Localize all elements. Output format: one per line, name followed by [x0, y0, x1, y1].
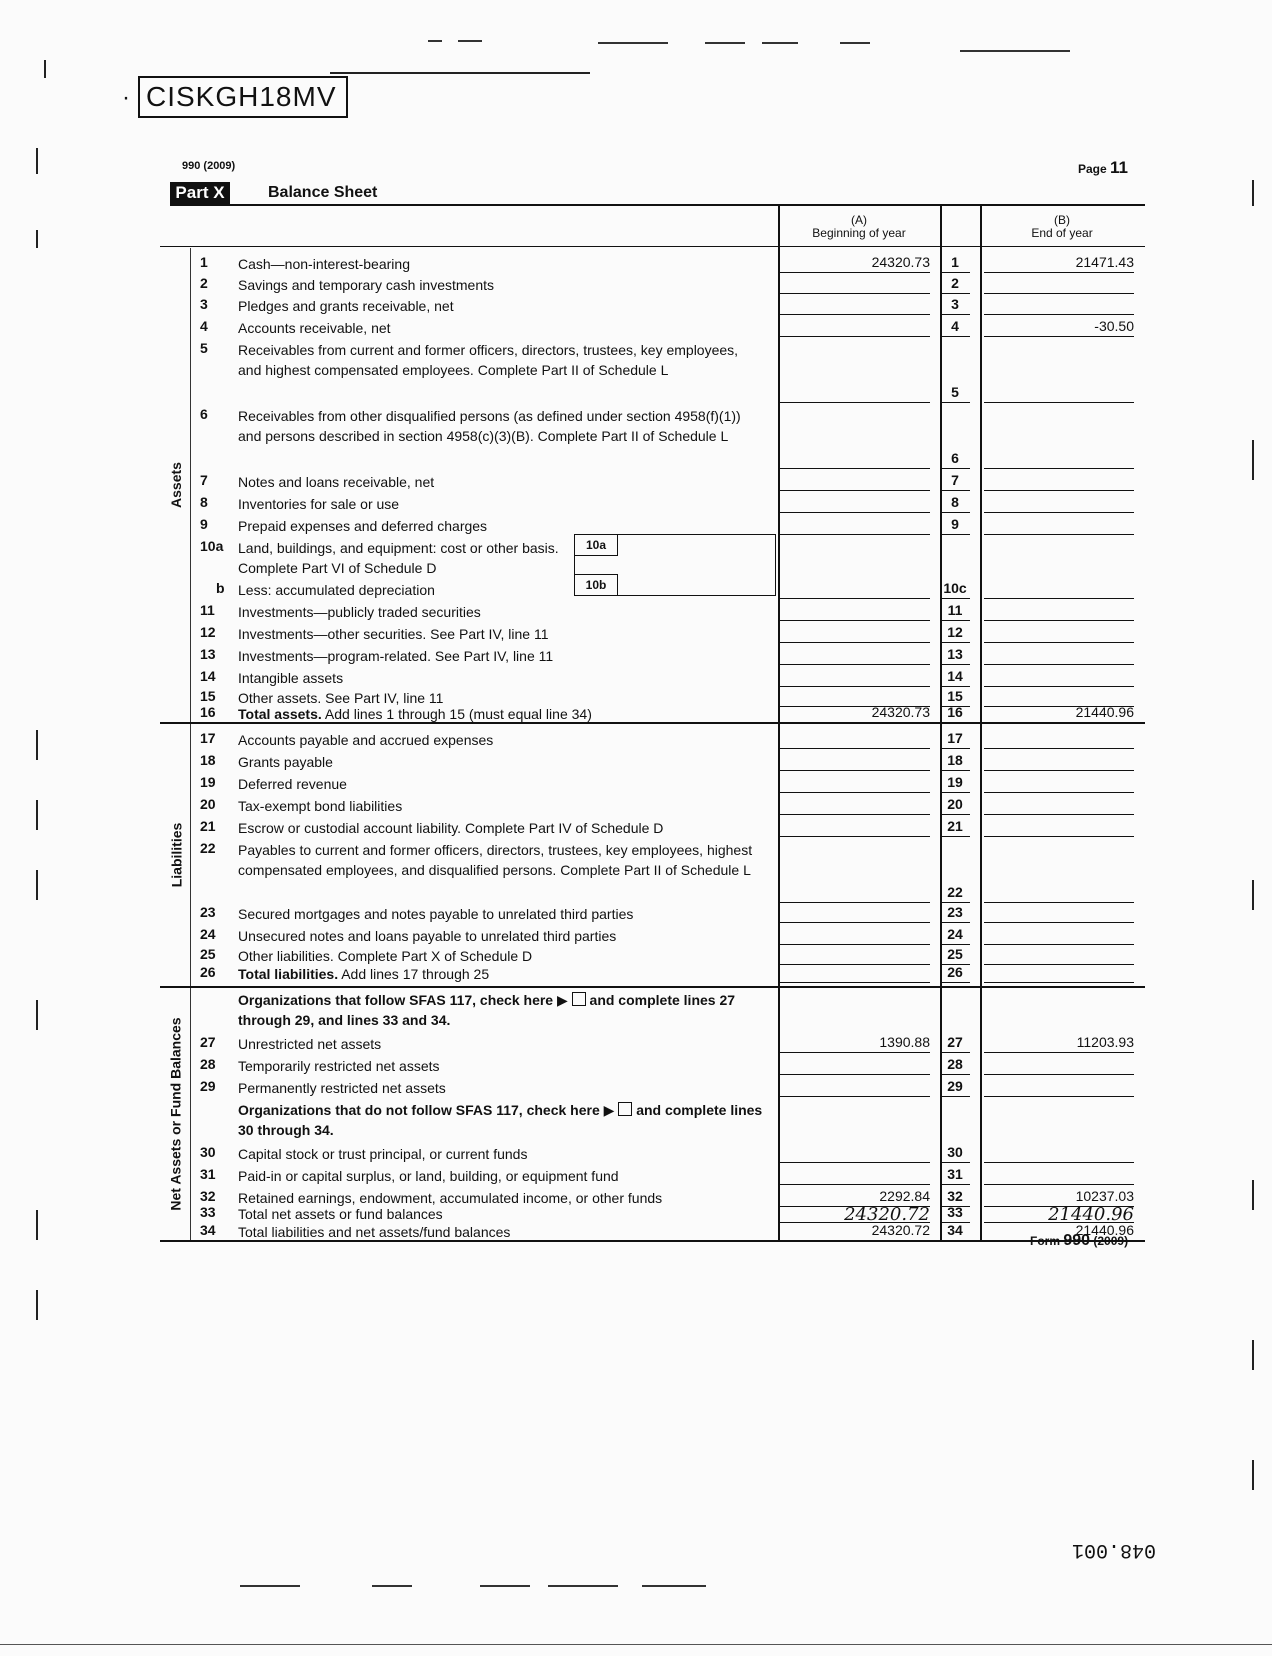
line-number: 16 [200, 704, 216, 720]
section-net-assets [164, 988, 188, 1240]
line-number: 9 [200, 516, 208, 532]
value-end: 21471.43 [984, 254, 1134, 273]
table-row [200, 406, 1140, 468]
table-row [200, 1144, 1140, 1164]
page-prefix: Page [1078, 162, 1107, 176]
value-beginning [780, 964, 930, 983]
table-row [200, 254, 1140, 274]
value-end [984, 926, 1134, 945]
sfas117-text: Organizations that follow SFAS 117, check here ▶ [238, 992, 568, 1008]
line-box: 21 [940, 818, 970, 837]
table-row [200, 926, 1140, 946]
bottom-scan-code: 048.001 [1072, 1538, 1157, 1561]
value-beginning [780, 1144, 930, 1163]
sfas117-checkbox[interactable] [572, 992, 586, 1006]
line-description [238, 1100, 763, 1140]
nosfas-instruction [200, 1100, 1140, 1140]
value-beginning: 1390.88 [780, 1034, 930, 1053]
table-row [200, 580, 1140, 600]
line-number: 27 [200, 1034, 216, 1050]
line-box: 9 [940, 516, 970, 535]
value-end [984, 730, 1134, 749]
line-number: 28 [200, 1056, 216, 1072]
value-end [984, 275, 1134, 294]
table-row [200, 1034, 1140, 1054]
table-row [200, 646, 1140, 666]
line-box: 29 [940, 1078, 970, 1097]
line-box: 27 [940, 1034, 970, 1053]
line-number: 6 [200, 406, 208, 422]
value-end [984, 752, 1134, 771]
line-description-rest: Add lines 1 through 15 (must equal line 34) [324, 706, 592, 722]
line-description: Deferred revenue [238, 776, 347, 792]
part-label: Part X [170, 182, 230, 204]
value-beginning [780, 296, 930, 315]
line-box: 16 [940, 704, 970, 723]
line-box: 22 [940, 884, 970, 903]
value-beginning [780, 384, 930, 403]
header-bottom-rule [160, 246, 1145, 247]
line-description [238, 990, 763, 1030]
line-description: Total liabilities and net assets/fund balances [238, 1224, 511, 1240]
line-number: 26 [200, 964, 216, 980]
value-beginning-handwritten: 24320.72 [780, 1204, 930, 1223]
col-b-header [982, 214, 1142, 240]
table-row [200, 730, 1140, 750]
value-beginning [780, 774, 930, 793]
form-id: 990 (2009) [182, 160, 236, 172]
line-number: 7 [200, 472, 208, 488]
value-end [984, 818, 1134, 837]
line-description: Investments—program-related. See Part IV, line 11 [238, 648, 554, 664]
line-description: Savings and temporary cash investments [238, 277, 495, 293]
line-box: 28 [940, 1056, 970, 1075]
line-number: 3 [200, 296, 208, 312]
value-end [984, 904, 1134, 923]
line-number: 5 [200, 340, 208, 356]
line-description: Total net assets or fund balances [238, 1206, 443, 1222]
value-end [984, 602, 1134, 621]
value-beginning [780, 1056, 930, 1075]
col-a-title: Beginning of year [812, 226, 906, 240]
value-end [984, 1144, 1134, 1163]
line-description-bold: Total liabilities. [238, 966, 339, 982]
line-number: 29 [200, 1078, 216, 1094]
value-beginning [780, 602, 930, 621]
line-box: 12 [940, 624, 970, 643]
value-end [984, 624, 1134, 643]
table-row [200, 494, 1140, 514]
line-box: 19 [940, 774, 970, 793]
value-end [984, 796, 1134, 815]
line-box: 17 [940, 730, 970, 749]
line-description: Accounts payable and accrued expenses [238, 732, 494, 748]
table-row [200, 275, 1140, 295]
line-box: 4 [940, 318, 970, 337]
value-end: 11203.93 [984, 1034, 1134, 1053]
line-box: 11 [940, 602, 970, 621]
line-number: 19 [200, 774, 216, 790]
line-number: 2 [200, 275, 208, 291]
table-row [200, 624, 1140, 644]
table-row [200, 946, 1140, 966]
value-end [984, 946, 1134, 965]
value-beginning [780, 1078, 930, 1097]
line-number: 34 [200, 1222, 216, 1238]
sfas117-text-continued: and complete lines 27 through 29, and lines 33 and 34. [238, 992, 736, 1028]
value-end: 10237.03 [984, 1188, 1134, 1207]
value-beginning: 24320.73 [780, 704, 930, 723]
col-a-label: (A) [851, 213, 867, 227]
line-description: Capital stock or trust principal, or current funds [238, 1146, 528, 1162]
line-box: 24 [940, 926, 970, 945]
line-box: 20 [940, 796, 970, 815]
table-row [200, 1204, 1140, 1224]
section-assets-label: Assets [168, 462, 185, 508]
line-description: Less: accumulated depreciation [238, 582, 435, 598]
value-beginning [780, 580, 930, 599]
line-description: Pledges and grants receivable, net [238, 298, 454, 314]
line-description: Paid-in or capital surplus, or land, building, or equipment fund [238, 1168, 619, 1184]
table-row [200, 904, 1140, 924]
value-end [984, 884, 1134, 903]
line-description: Investments—publicly traded securities [238, 604, 481, 620]
line-box: 30 [940, 1144, 970, 1163]
value-end [984, 1166, 1134, 1185]
nosfas-text: Organizations that do not follow SFAS 117, check here ▶ [238, 1102, 615, 1118]
value-beginning [780, 318, 930, 337]
line-description: Other assets. See Part IV, line 11 [238, 690, 444, 706]
table-row [200, 752, 1140, 772]
col-b-title: End of year [1031, 226, 1093, 240]
table-row [200, 602, 1140, 622]
value-end [984, 964, 1134, 983]
value-end [984, 668, 1134, 687]
value-beginning [780, 668, 930, 687]
value-end [984, 384, 1134, 403]
line-number: 17 [200, 730, 216, 746]
value-beginning: 24320.73 [780, 254, 930, 273]
line-description: Grants payable [238, 754, 333, 770]
sfas117-instruction [200, 990, 1140, 1030]
value-beginning [780, 730, 930, 749]
line-description: Inventories for sale or use [238, 496, 400, 512]
section-liabilities [164, 724, 188, 986]
col-b-label: (B) [1054, 213, 1070, 227]
value-beginning [780, 904, 930, 923]
value-beginning [780, 884, 930, 903]
value-beginning: 24320.72 [871, 1222, 930, 1238]
part-title: Balance Sheet [268, 184, 378, 201]
page-number [1078, 158, 1128, 178]
table-row [200, 840, 1140, 902]
table-row [200, 774, 1140, 794]
nosfas-checkbox[interactable] [618, 1102, 632, 1116]
line-number: 21 [200, 818, 216, 834]
line-description: Notes and loans receivable, net [238, 474, 435, 490]
footer-form-prefix: Form [1030, 1234, 1060, 1248]
line-box: 32 [940, 1188, 970, 1207]
line-number: b [216, 580, 225, 596]
line-number: 15 [200, 688, 216, 704]
line-description: Investments—other securities. See Part IV, line 11 [238, 626, 549, 642]
line-description: Receivables from current and former officers, directors, trustees, key employees, and highest compensated employees. Complete Part II of Schedule L [238, 342, 739, 378]
table-row [200, 1078, 1140, 1098]
line-description: Temporarily restricted net assets [238, 1058, 440, 1074]
value-end [984, 1056, 1134, 1075]
value-end [984, 450, 1134, 469]
value-beginning [780, 646, 930, 665]
document-stamp [138, 76, 348, 118]
section-net-assets-label: Net Assets or Fund Balances [168, 1017, 184, 1211]
line-box: 31 [940, 1166, 970, 1185]
value-beginning [780, 472, 930, 491]
line-description-rest: Add lines 17 through 25 [341, 966, 490, 982]
line-description: Tax-exempt bond liabilities [238, 798, 403, 814]
line-number: 33 [200, 1204, 216, 1220]
line-description: Cash—non-interest-bearing [238, 256, 410, 272]
line-description: Accounts receivable, net [238, 320, 391, 336]
value-beginning [780, 796, 930, 815]
line-description [238, 704, 763, 724]
line-number: 24 [200, 926, 216, 942]
stamp-text: CISKGH18MV [146, 81, 337, 112]
table-row [200, 318, 1140, 338]
line-number: 22 [200, 840, 216, 856]
value-beginning [780, 1166, 930, 1185]
value-end [984, 1078, 1134, 1097]
line-description: Unrestricted net assets [238, 1036, 382, 1052]
value-beginning [780, 624, 930, 643]
line-description [238, 964, 763, 984]
section-assets [164, 248, 188, 722]
line-number: 14 [200, 668, 216, 684]
line-box: 5 [940, 384, 970, 403]
value-end: 21440.96 [1075, 1222, 1134, 1238]
line-box: 18 [940, 752, 970, 771]
nosfas-text-continued: and complete lines 30 through 34. [238, 1102, 763, 1138]
line-box: 15 [940, 688, 970, 707]
line-number: 23 [200, 904, 216, 920]
value-end [984, 774, 1134, 793]
line-description: Intangible assets [238, 670, 344, 686]
table-row [200, 668, 1140, 688]
line-number: 31 [200, 1166, 216, 1182]
line-number: 1 [200, 254, 208, 270]
line-box: 25 [940, 946, 970, 965]
line-number: 20 [200, 796, 216, 812]
inner-box-10b: 10b [574, 574, 618, 596]
table-row [200, 704, 1140, 724]
value-beginning [780, 275, 930, 294]
line-box: 2 [940, 275, 970, 294]
line-number: 4 [200, 318, 208, 334]
table-row [200, 796, 1140, 816]
table-row [200, 516, 1140, 536]
table-row [200, 296, 1140, 316]
inner-box-10a: 10a [574, 534, 618, 556]
value-end [984, 580, 1134, 599]
line-number: 25 [200, 946, 216, 962]
line-number: 13 [200, 646, 216, 662]
value-beginning [780, 494, 930, 513]
section-liabilities-label: Liabilities [168, 822, 185, 888]
footer-form-year: (2009) [1093, 1234, 1129, 1248]
liabilities-net-rule [160, 986, 1145, 988]
table-row [200, 1222, 1140, 1242]
line-number: 32 [200, 1188, 216, 1204]
line-number: 8 [200, 494, 208, 510]
line-box: 7 [940, 472, 970, 491]
line-number: 18 [200, 752, 216, 768]
line-description-bold: Total assets. [238, 706, 322, 722]
line-box: 14 [940, 668, 970, 687]
line-number: 11 [200, 602, 215, 618]
value-beginning [780, 926, 930, 945]
value-end [984, 296, 1134, 315]
value-beginning [780, 752, 930, 771]
line-box: 23 [940, 904, 970, 923]
table-row [200, 964, 1140, 984]
part-header [170, 182, 1145, 206]
line-description: Receivables from other disqualified persons (as defined under section 4958(f)(1)) and persons described in section 4958(c)(3)(B). Complete Part II of Schedule L [238, 408, 741, 444]
col-a-header [780, 214, 938, 240]
line-description: Permanently restricted net assets [238, 1080, 446, 1096]
line-description: Unsecured notes and loans payable to unrelated third parties [238, 928, 617, 944]
line-description: Payables to current and former officers, directors, trustees, key employees, highest compensated employees, and disqualified persons. Complete Part II of Schedule L [238, 842, 753, 878]
value-end [984, 646, 1134, 665]
line-box: 10c [940, 580, 970, 599]
line-box: 3 [940, 296, 970, 315]
table-row [200, 340, 1140, 402]
line-description: Secured mortgages and notes payable to unrelated third parties [238, 906, 634, 922]
table-row [200, 818, 1140, 838]
value-beginning [780, 946, 930, 965]
line-description: Land, buildings, and equipment: cost or other basis. Complete Part VI of Schedule D [238, 540, 559, 576]
value-beginning [780, 450, 930, 469]
stamp-bullet: · [122, 84, 130, 111]
stamp-rule [330, 72, 590, 74]
line-box: 33 [940, 1204, 970, 1223]
value-end [984, 472, 1134, 491]
table-row [200, 1056, 1140, 1076]
line-box: 8 [940, 494, 970, 513]
line-box: 26 [940, 964, 970, 983]
line-box: 6 [940, 450, 970, 469]
page-number-value: 11 [1110, 158, 1129, 177]
line-description: Other liabilities. Complete Part X of Schedule D [238, 948, 533, 964]
line-box: 34 [947, 1222, 963, 1238]
footer-form-number: 990 [1063, 1232, 1091, 1249]
value-beginning [780, 818, 930, 837]
value-end [984, 516, 1134, 535]
value-beginning [780, 516, 930, 535]
table-row [200, 1166, 1140, 1186]
value-end: -30.50 [984, 318, 1134, 337]
line-box: 13 [940, 646, 970, 665]
line-description: Retained earnings, endowment, accumulated income, or other funds [238, 1190, 663, 1206]
line-number: 12 [200, 624, 216, 640]
line-number: 30 [200, 1144, 216, 1160]
value-end [984, 494, 1134, 513]
table-row [200, 472, 1140, 492]
value-beginning: 2292.84 [780, 1188, 930, 1207]
value-end: 21440.96 [984, 704, 1134, 723]
line-description: Escrow or custodial account liability. Complete Part IV of Schedule D [238, 820, 664, 836]
line-number: 10a [200, 538, 224, 554]
footer-form-id [1030, 1232, 1128, 1250]
line-description: Prepaid expenses and deferred charges [238, 518, 488, 534]
line-box: 1 [940, 254, 970, 273]
value-end-handwritten: 21440.96 [984, 1204, 1134, 1223]
